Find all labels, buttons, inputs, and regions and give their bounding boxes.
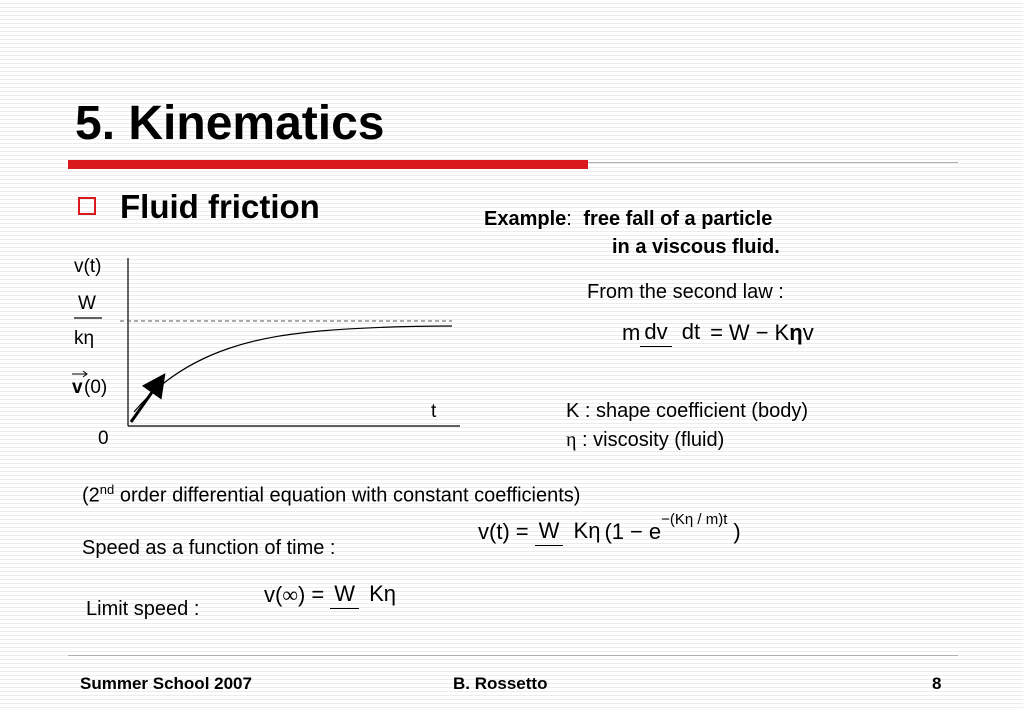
v0-argument: (0) (84, 377, 108, 398)
limit-label-den: kη (74, 328, 95, 349)
speed-fraction (535, 517, 605, 546)
eta-definition (566, 428, 724, 452)
v0-vector-symbol: v (72, 377, 83, 398)
speed-exponent: −(Kη / m)t (661, 511, 728, 528)
second-law-equation (622, 318, 814, 347)
initial-velocity-arrow (131, 378, 162, 422)
speed-label: Speed as a function of time : (82, 537, 336, 559)
speed-equation (478, 511, 741, 546)
limit-lhs-v: v( (264, 581, 283, 607)
speed-paren-open: (1 (604, 518, 624, 544)
note-rest: order differential equation with constant coefficients) (114, 484, 581, 507)
limit-num: W (330, 582, 359, 609)
limit-fraction (330, 580, 400, 609)
limit-den: Kη (369, 581, 397, 606)
example-colon: : (566, 208, 572, 230)
example-line-2: in a viscous fluid. (612, 236, 780, 258)
equation-order-note (82, 478, 580, 508)
k-definition: K : shape coefficient (body) (566, 400, 808, 422)
title-underline-accent (68, 160, 588, 169)
limit-lhs-close: ) (298, 581, 306, 607)
k-symbol: K (774, 319, 790, 345)
v-symbol: v (802, 319, 814, 345)
speed-num: W (535, 519, 564, 546)
derivative-num: dv (640, 320, 671, 347)
speed-lhs: v(t) (478, 518, 510, 544)
weight-symbol: W (728, 319, 750, 345)
velocity-graph (60, 250, 480, 460)
example-heading (484, 207, 772, 231)
eta-symbol: η (789, 319, 803, 345)
speed-exp-base: e (648, 518, 662, 544)
speed-paren-close: ) (733, 518, 741, 544)
footer-author: B. Rossetto (453, 674, 548, 693)
limit-label-num: W (78, 293, 96, 314)
mass-symbol: m (622, 319, 641, 345)
second-law-intro: From the second law : (587, 281, 784, 303)
origin-label: 0 (98, 428, 109, 449)
speed-den: Kη (573, 518, 601, 543)
limit-equals: = (311, 581, 325, 607)
example-line-1: free fall of a particle (583, 208, 773, 230)
velocity-curve (134, 326, 452, 412)
infinity-symbol: ∞ (282, 581, 299, 607)
speed-equals: = (515, 518, 529, 544)
x-axis-label: t (431, 401, 437, 422)
footer-event: Summer School 2007 (80, 674, 252, 693)
y-axis-label: v(t) (74, 256, 102, 277)
derivative-fraction (640, 318, 704, 347)
note-open: (2 (82, 484, 100, 507)
limit-speed-label: Limit speed : (86, 598, 200, 620)
title-underline-rule (588, 162, 958, 163)
example-label: Example (484, 208, 567, 230)
derivative-den: dt (681, 319, 701, 344)
limit-speed-equation (264, 580, 400, 609)
minus-sign: − (755, 319, 769, 345)
eta-def-text: : viscosity (fluid) (576, 429, 725, 451)
equals-sign: = (710, 319, 723, 345)
section-heading: Fluid friction (120, 188, 320, 225)
page-number: 8 (932, 674, 942, 693)
footer-rule (68, 655, 958, 656)
bullet-square-icon (78, 197, 96, 215)
speed-minus: − (630, 518, 643, 544)
eta-def-symbol: η (566, 429, 577, 451)
note-superscript: nd (99, 482, 115, 497)
slide-title: 5. Kinematics (75, 97, 385, 150)
